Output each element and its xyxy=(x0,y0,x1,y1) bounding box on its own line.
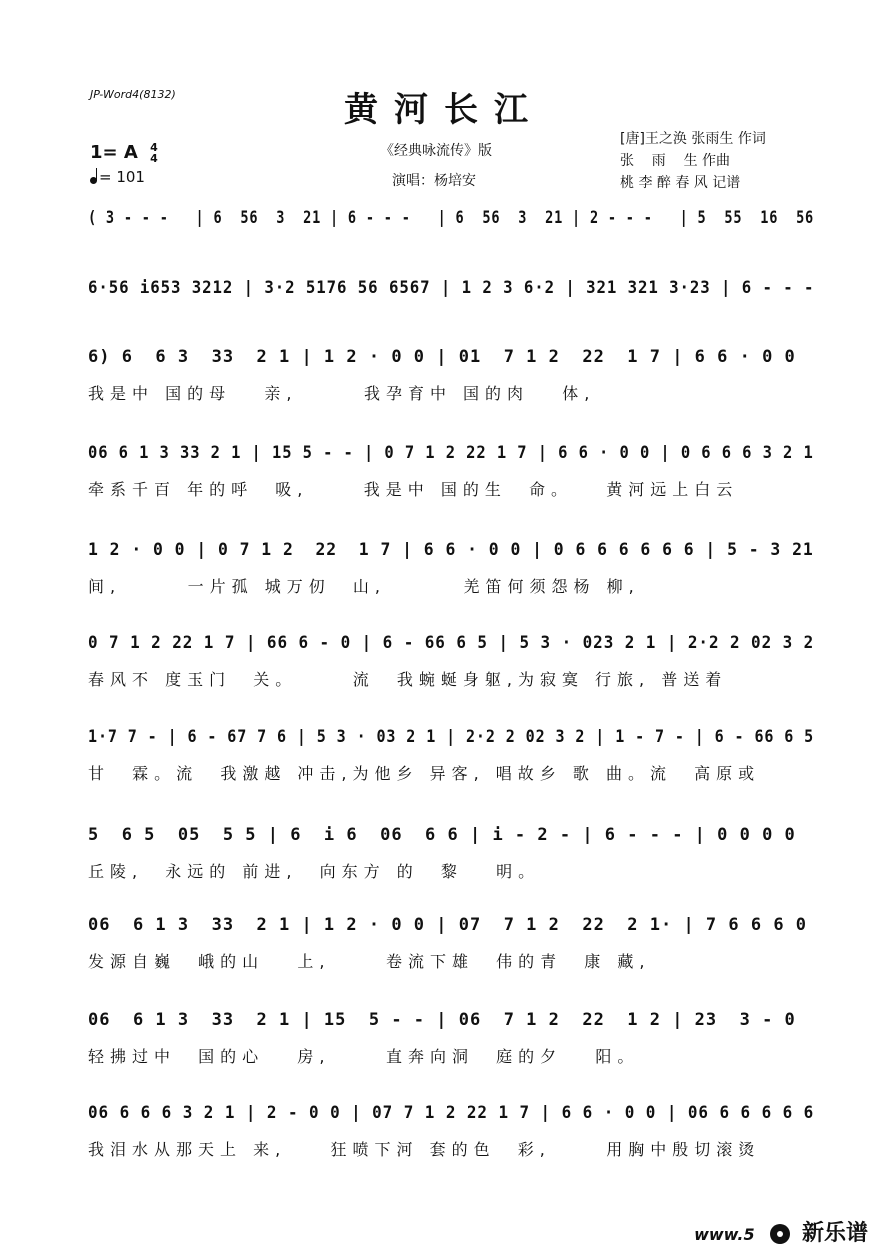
key-label: 1= A xyxy=(90,142,138,163)
composer-credit: 张 雨 生 作曲 xyxy=(620,153,731,169)
notation: 0 7 1 2 22 1 7 | 66 6 - 0 | 6 - 66 6 5 | 5 3 · 023 2 1 | 2·2 2 02 3 2 xyxy=(88,633,815,653)
notation: 06 6 1 3 33 2 1 | 1 2 · 0 0 | 07 7 1 2 22 2 1· | 7 6 6 6 0 xyxy=(88,915,808,935)
lyrics: 轻拂过中 国的心 房, 直奔向洞 庭的夕 阳。 xyxy=(88,1047,640,1066)
key-signature xyxy=(90,142,158,164)
notation: 6·56 i653 3212 | 3·2 5176 56 6567 | 1 2 3 6·2 | 321 321 3·23 | 6 - - - xyxy=(88,278,815,298)
score-line xyxy=(88,727,815,783)
score-line xyxy=(88,1010,814,1066)
software-label: JP-Word4(8132) xyxy=(90,88,176,101)
song-title: 黄河长江 xyxy=(344,90,544,130)
notation: ( 3 - - - | 6 56 3 21 | 6 - - - | 6 56 3 21 | 2 - - - | 5 55 16 56 xyxy=(88,208,815,228)
lyrics: 甘 霖。流 我激越 冲击,为他乡 异客, 唱故乡 歌 曲。流 高原或 xyxy=(88,764,761,783)
notation: 06 6 1 3 33 2 1 | 15 5 - - | 0 7 1 2 22 1 7 | 6 6 · 0 0 | 0 6 6 6 3 2 1 xyxy=(88,443,814,463)
score-line xyxy=(88,347,814,403)
notation: 5 6 5 05 5 5 | 6 i 6 06 6 6 | i - 2 - | 6 - - - | 0 0 0 0 xyxy=(88,825,796,845)
singer-label: 演唱：杨培安 xyxy=(392,173,476,189)
lyrics: 我是中 国的母 亲, 我孕育中 国的肉 体, xyxy=(88,384,596,403)
site-url: www.5 xyxy=(694,1225,755,1244)
tempo-value: = 101 xyxy=(99,168,145,186)
footer-watermark xyxy=(694,1216,868,1247)
edition-label: 《经典咏流传》版 xyxy=(380,143,492,159)
brand-name: 新乐谱 xyxy=(801,1221,868,1246)
lyrics: 我泪水从那天上 来, 狂喷下河 套的色 彩, 用胸中殷切滚烫 xyxy=(88,1140,761,1159)
score-line xyxy=(88,278,814,318)
notation: 06 6 1 3 33 2 1 | 15 5 - - | 06 7 1 2 22 1 2 | 23 3 - 0 xyxy=(88,1010,796,1030)
time-bottom: 4 xyxy=(150,152,158,165)
score-line xyxy=(88,208,814,248)
transcriber-credit: 桃 李 醉 春 风 记谱 xyxy=(620,175,741,191)
score-line xyxy=(88,825,814,881)
quarter-note-icon xyxy=(90,177,97,184)
score-line xyxy=(88,633,815,689)
lyrics: 丘陵, 永远的 前进, 向东方 的 黎 明。 xyxy=(88,862,541,881)
lyricist-credit: [唐]王之涣 张雨生 作词 xyxy=(620,131,766,147)
notation: 1·7 7 - | 6 - 67 7 6 | 5 3 · 03 2 1 | 2·2 2 02 3 2 | 1 - 7 - | 6 - 66 6 5 xyxy=(88,727,815,747)
tempo-marking xyxy=(90,168,145,186)
lyrics: 春风不 度玉门 关。 流 我蜿蜒身躯,为寂寞 行旅, 普送着 xyxy=(88,670,728,689)
time-signature xyxy=(150,142,158,164)
score-line xyxy=(88,915,814,971)
notation: 1 2 · 0 0 | 0 7 1 2 22 1 7 | 6 6 · 0 0 | 0 6 6 6 6 6 6 | 5 - 3 21 xyxy=(88,540,814,560)
score-line xyxy=(88,443,814,499)
lyrics: 发源自巍 峨的山 上, 卷流下雄 伟的青 康 藏, xyxy=(88,952,651,971)
score-line xyxy=(88,540,814,596)
record-disc-icon xyxy=(770,1224,790,1244)
lyrics: 间, 一片孤 城万仞 山, 羌笛何须怨杨 柳, xyxy=(88,577,640,596)
score-line xyxy=(88,1103,815,1159)
notation: 6) 6 6 3 33 2 1 | 1 2 · 0 0 | 01 7 1 2 22 1 7 | 6 6 · 0 0 xyxy=(88,347,796,367)
lyrics: 牵系千百 年的呼 吸, 我是中 国的生 命。 黄河远上白云 xyxy=(88,480,739,499)
time-top: 4 xyxy=(150,141,158,154)
notation: 06 6 6 6 3 2 1 | 2 - 0 0 | 07 7 1 2 22 1 7 | 6 6 · 0 0 | 06 6 6 6 6 6 xyxy=(88,1103,815,1123)
